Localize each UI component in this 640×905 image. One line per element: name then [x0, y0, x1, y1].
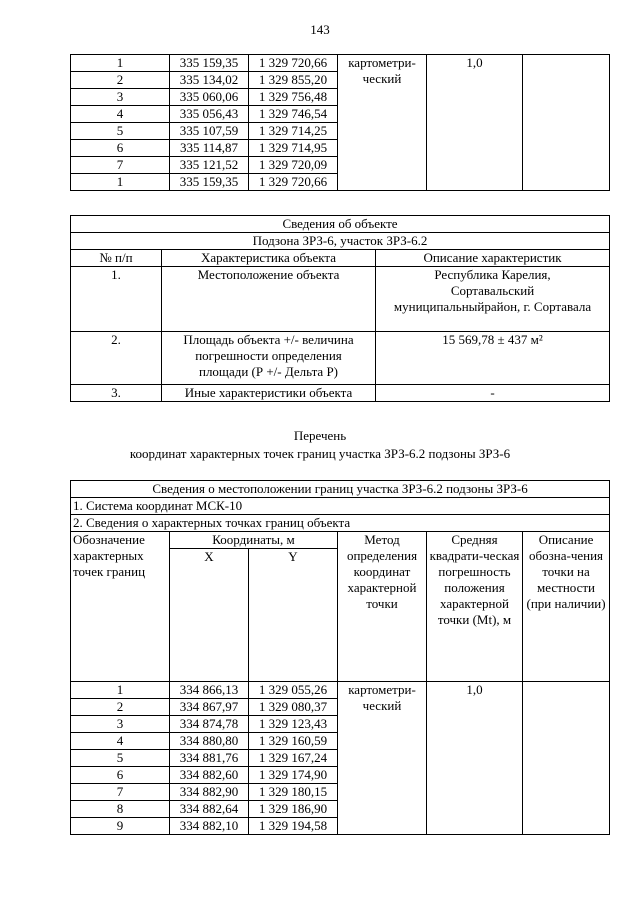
point-number: 9	[71, 818, 170, 835]
coord-y: 1 329 174,90	[249, 767, 338, 784]
coord-y: 1 329 194,58	[249, 818, 338, 835]
object-info-row-value: Республика Карелия, Сортавальский муниципальныйрайон, г. Сортавала	[376, 267, 610, 332]
coord-y: 1 329 714,25	[249, 123, 338, 140]
point-number: 5	[71, 123, 170, 140]
object-info-subtitle: Подзона ЗРЗ-6, участок ЗРЗ-6.2	[71, 233, 610, 250]
points-info-row: 2. Сведения о характерных точках границ объекта	[71, 515, 610, 532]
boundary-coordinates-table	[70, 480, 610, 835]
object-info-row-name: Площадь объекта +/- величина погрешности определения площади (Р +/- Дельта Р)	[162, 332, 376, 385]
coord-x: 334 882,90	[170, 784, 249, 801]
point-number: 5	[71, 750, 170, 767]
coord-x: 334 882,10	[170, 818, 249, 835]
col-method-header: Метод определения координат характерной точки	[338, 532, 427, 682]
coord-x: 334 882,64	[170, 801, 249, 818]
point-number: 4	[71, 106, 170, 123]
coord-x: 335 134,02	[170, 72, 249, 89]
coord-y: 1 329 855,20	[249, 72, 338, 89]
coord-x: 335 056,43	[170, 106, 249, 123]
coordinates-table-continued	[70, 54, 610, 191]
object-info-header-characteristic: Характеристика объекта	[162, 250, 376, 267]
point-number: 1	[71, 174, 170, 191]
list-subheading: координат характерных точек границ участка ЗРЗ-6.2 подзоны ЗРЗ-6	[129, 446, 511, 461]
coord-y: 1 329 720,66	[249, 55, 338, 72]
point-number: 2	[71, 699, 170, 716]
col-designation-header: Обозначение характерных точек границ	[71, 532, 170, 682]
coordinate-system-row: 1. Система координат МСК-10	[71, 498, 610, 515]
object-info-header-description: Описание характеристик	[376, 250, 610, 267]
col-description-header: Описание обозна-чения точки на местности (при наличии)	[523, 532, 610, 682]
point-number: 4	[71, 733, 170, 750]
object-info-table	[70, 215, 610, 402]
object-info-header-number: № п/п	[71, 250, 162, 267]
col-accuracy-header: Средняя квадрати-ческая погрешность положения характерной точки (Mt), м	[427, 532, 523, 682]
point-number: 7	[71, 784, 170, 801]
coord-x: 335 107,59	[170, 123, 249, 140]
col-coords-header: Координаты, м	[170, 532, 338, 549]
point-number: 2	[71, 72, 170, 89]
col-y-header: Y	[249, 549, 338, 682]
point-number: 8	[71, 801, 170, 818]
coord-y: 1 329 746,54	[249, 106, 338, 123]
object-info-row-name: Иные характеристики объекта	[162, 385, 376, 402]
coord-y: 1 329 714,95	[249, 140, 338, 157]
object-info-row-name: Местоположение объекта	[162, 267, 376, 332]
coord-y: 1 329 167,24	[249, 750, 338, 767]
coord-y: 1 329 720,66	[249, 174, 338, 191]
point-number: 1	[71, 682, 170, 699]
coord-x: 335 159,35	[170, 55, 249, 72]
coord-y: 1 329 055,26	[249, 682, 338, 699]
method-cell: картометри-ческий	[338, 55, 427, 191]
description-cell	[523, 682, 610, 835]
list-heading: Перечень	[293, 428, 347, 443]
coord-x: 334 882,60	[170, 767, 249, 784]
point-number: 6	[71, 767, 170, 784]
col-x-header: X	[170, 549, 249, 682]
coord-y: 1 329 123,43	[249, 716, 338, 733]
object-info-row-number: 3.	[71, 385, 162, 402]
object-info-title: Сведения об объекте	[71, 216, 610, 233]
coord-x: 335 060,06	[170, 89, 249, 106]
boundary-table-title: Сведения о местоположении границ участка ЗРЗ-6.2 подзоны ЗРЗ-6	[71, 481, 610, 498]
coord-x: 334 881,76	[170, 750, 249, 767]
table-row	[71, 682, 610, 699]
coord-y: 1 329 180,15	[249, 784, 338, 801]
coord-x: 334 874,78	[170, 716, 249, 733]
point-number: 6	[71, 140, 170, 157]
description-cell	[523, 55, 610, 191]
accuracy-cell: 1,0	[427, 682, 523, 835]
coord-x: 334 866,13	[170, 682, 249, 699]
point-number: 3	[71, 716, 170, 733]
coord-x: 335 114,87	[170, 140, 249, 157]
object-info-row-number: 2.	[71, 332, 162, 385]
coord-y: 1 329 720,09	[249, 157, 338, 174]
point-number: 1	[71, 55, 170, 72]
coord-y: 1 329 160,59	[249, 733, 338, 750]
point-number: 7	[71, 157, 170, 174]
coord-y: 1 329 080,37	[249, 699, 338, 716]
coord-x: 334 867,97	[170, 699, 249, 716]
coord-y: 1 329 756,48	[249, 89, 338, 106]
coord-x: 335 159,35	[170, 174, 249, 191]
page-number: 143	[310, 22, 330, 37]
table-row	[71, 55, 610, 72]
object-info-row-number: 1.	[71, 267, 162, 332]
object-info-row-value: 15 569,78 ± 437 м²	[376, 332, 610, 385]
accuracy-cell: 1,0	[427, 55, 523, 191]
object-info-row-value: -	[376, 385, 610, 402]
coord-y: 1 329 186,90	[249, 801, 338, 818]
coord-x: 335 121,52	[170, 157, 249, 174]
method-cell: картометри-ческий	[338, 682, 427, 835]
point-number: 3	[71, 89, 170, 106]
coord-x: 334 880,80	[170, 733, 249, 750]
